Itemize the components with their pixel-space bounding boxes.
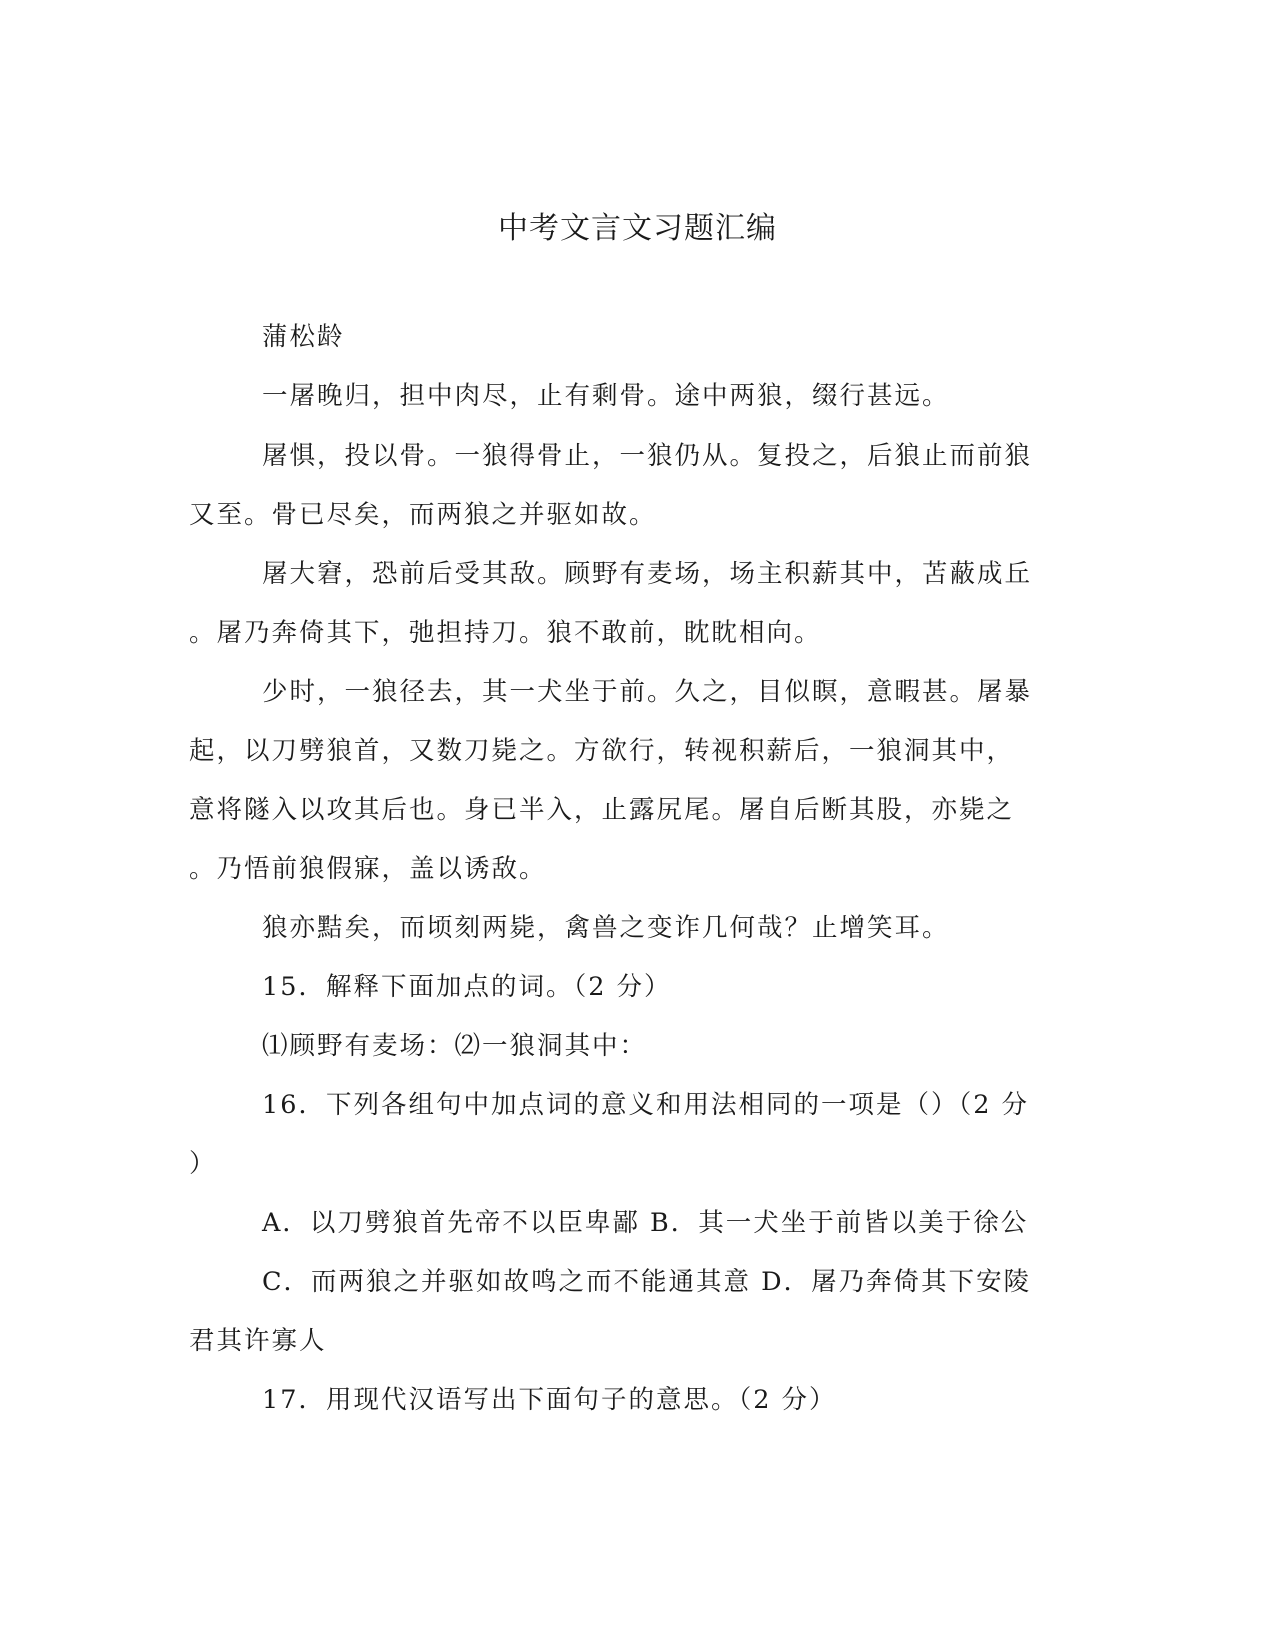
question-16-options-cont: 君其许寡人 (189, 1326, 327, 1356)
text-line: 一屠晚归，担中肉尽，止有剩骨。途中两狼，缀行甚远。 (262, 381, 950, 411)
question-16-options-ab: A．以刀劈狼首先帝不以臣卑鄙 B．其一犬坐于前皆以美于徐公 (262, 1208, 1029, 1238)
text-line: 意将隧入以攻其后也。身已半入，止露尻尾。屠自后断其股，亦毙之 (189, 795, 1015, 825)
question-16: 16．下列各组句中加点词的意义和用法相同的一项是（）（2 分 (262, 1090, 1030, 1120)
text-line: 屠大窘，恐前后受其敌。顾野有麦场，场主积薪其中，苫蔽成丘 (262, 559, 1033, 589)
text-line: 又至。骨已尽矣，而两狼之并驱如故。 (189, 500, 657, 530)
question-15-items: ⑴顾野有麦场：⑵一狼洞其中： (262, 1031, 648, 1061)
text-line: 少时，一狼径去，其一犬坐于前。久之，目似瞑，意暇甚。屠暴 (262, 677, 1033, 707)
text-line: 屠惧，投以骨。一狼得骨止，一狼仍从。复投之，后狼止而前狼 (262, 441, 1033, 471)
question-16-cont: ） (189, 1149, 217, 1179)
document-title: 中考文言文习题汇编 (498, 211, 777, 246)
question-17: 17．用现代汉语写出下面句子的意思。（2 分） (262, 1385, 837, 1415)
text-line: 。乃悟前狼假寐，盖以诱敌。 (189, 854, 547, 884)
author-line: 蒲松龄 (262, 322, 345, 352)
question-16-options-cd: C．而两狼之并驱如故鸣之而不能通其意 D．屠乃奔倚其下安陵 (262, 1267, 1032, 1297)
text-line: 。屠乃奔倚其下，弛担持刀。狼不敢前，眈眈相向。 (189, 618, 822, 648)
text-line: 起，以刀劈狼首，又数刀毙之。方欲行，转视积薪后，一狼洞其中， (189, 736, 1015, 766)
question-15: 15．解释下面加点的词。（2 分） (262, 972, 672, 1002)
text-line: 狼亦黠矣，而顷刻两毙，禽兽之变诈几何哉？止增笑耳。 (262, 913, 950, 943)
